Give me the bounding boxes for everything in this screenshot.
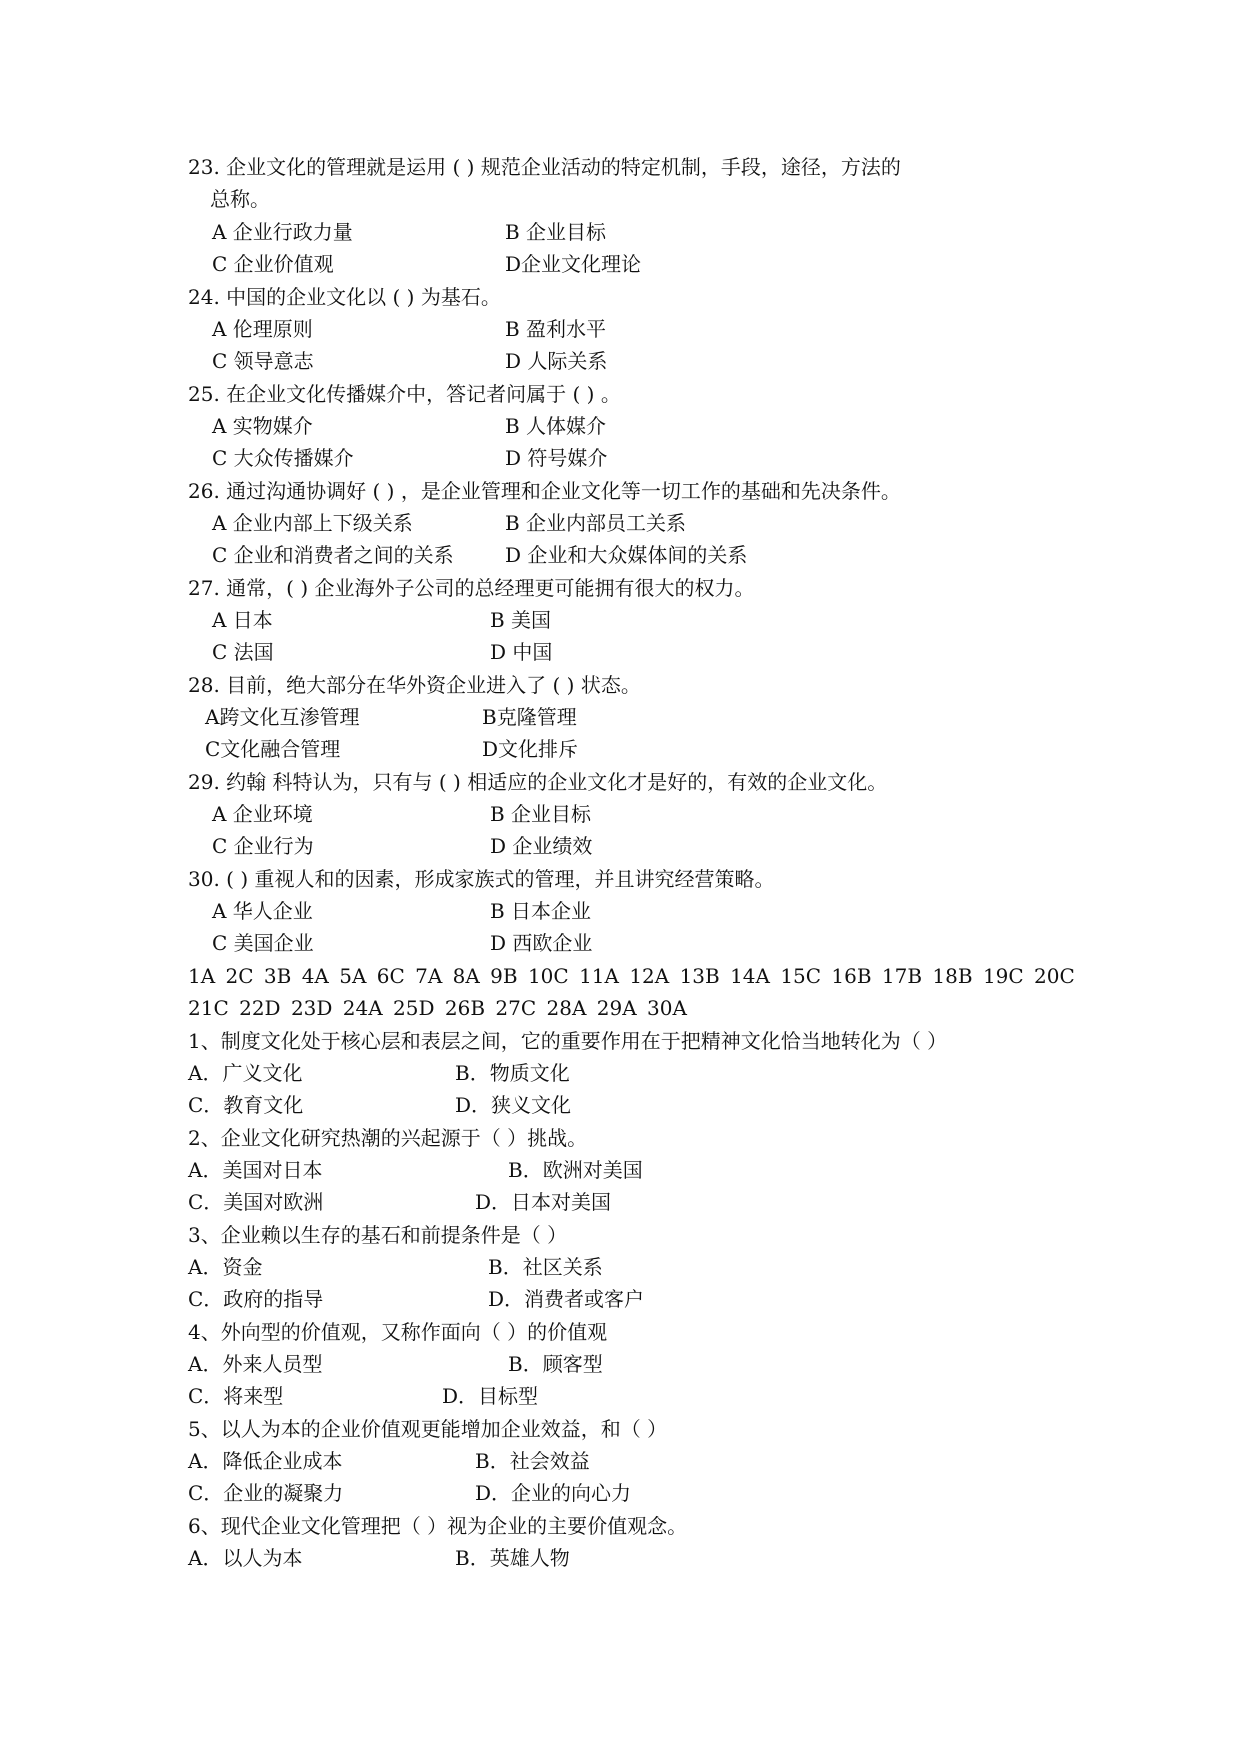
question-s2-2-stem: 2、企业文化研究热潮的兴起源于（ ）挑战。	[188, 1126, 588, 1150]
question-s2-2-option-a: A．美国对日本	[188, 1158, 323, 1182]
question-30-stem: 30. ( ) 重视人和的因素，形成家族式的管理，并且讲究经营策略。	[188, 867, 775, 891]
question-23-option-a: A 企业行政力量	[212, 220, 353, 244]
question-26-option-d: D 企业和大众媒体间的关系	[505, 543, 748, 567]
question-23-option-d: D企业文化理论	[505, 252, 642, 276]
question-s2-1-option-d: D．狭义文化	[455, 1093, 572, 1117]
question-29-option-a: A 企业环境	[212, 802, 313, 826]
question-s2-3-option-b: B．社区关系	[488, 1255, 603, 1279]
question-26-option-a: A 企业内部上下级关系	[212, 511, 413, 535]
answer-key-line-1: 1A 2C 3B 4A 5A 6C 7A 8A 9B 10C 11A 12A 13B 14A 15C 16B 17B 18B 19C 20C	[188, 964, 1075, 988]
question-25-stem: 25. 在企业文化传播媒介中，答记者问属于 ( ) 。	[188, 382, 621, 406]
question-s2-3-option-d: D．消费者或客户	[488, 1287, 645, 1311]
question-s2-4-option-c: C．将来型	[188, 1384, 284, 1408]
question-29-option-d: D 企业绩效	[490, 834, 593, 858]
question-s2-6-stem: 6、现代企业文化管理把（ ）视为企业的主要价值观念。	[188, 1514, 688, 1538]
question-24-option-a: A 伦理原则	[212, 317, 313, 341]
question-26-option-c: C 企业和消费者之间的关系	[212, 543, 454, 567]
question-24-option-c: C 领导意志	[212, 349, 314, 373]
question-s2-4-stem: 4、外向型的价值观，又称作面向（ ）的价值观	[188, 1320, 608, 1344]
question-26-option-b: B 企业内部员工关系	[505, 511, 687, 535]
question-s2-1-option-b: B．物质文化	[455, 1061, 570, 1085]
question-27-option-d: D 中国	[490, 640, 553, 664]
question-s2-4-option-b: B．顾客型	[508, 1352, 603, 1376]
question-s2-1-stem: 1、制度文化处于核心层和表层之间，它的重要作用在于把精神文化恰当地转化为（ ）	[188, 1029, 948, 1053]
question-s2-6-option-a: A．以人为本	[188, 1546, 303, 1570]
question-s2-4-option-d: D．目标型	[442, 1384, 539, 1408]
question-27-stem: 27. 通常，( ) 企业海外子公司的总经理更可能拥有很大的权力。	[188, 576, 755, 600]
question-s2-4-option-a: A．外来人员型	[188, 1352, 323, 1376]
question-28-stem: 28. 目前，绝大部分在华外资企业进入了 ( ) 状态。	[188, 673, 641, 697]
question-24-stem: 24. 中国的企业文化以 ( ) 为基石。	[188, 285, 501, 309]
question-28-option-d: D文化排斥	[482, 737, 579, 761]
question-27-option-c: C 法国	[212, 640, 274, 664]
answer-key-line-2: 21C 22D 23D 24A 25D 26B 27C 28A 29A 30A	[188, 996, 687, 1020]
question-s2-3-stem: 3、企业赖以生存的基石和前提条件是（ ）	[188, 1223, 568, 1247]
question-28-option-a: A跨文化互渗管理	[205, 705, 360, 729]
question-23-option-c: C 企业价值观	[212, 252, 334, 276]
question-25-option-c: C 大众传播媒介	[212, 446, 354, 470]
question-24-option-d: D 人际关系	[505, 349, 608, 373]
question-23-option-b: B 企业目标	[505, 220, 607, 244]
question-23-stem-continued: 总称。	[210, 187, 270, 211]
question-29-option-b: B 企业目标	[490, 802, 592, 826]
question-s2-5-stem: 5、以人为本的企业价值观更能增加企业效益，和（ ）	[188, 1417, 668, 1441]
question-s2-2-option-d: D．日本对美国	[475, 1190, 612, 1214]
question-s2-5-option-d: D．企业的向心力	[475, 1481, 632, 1505]
question-30-option-a: A 华人企业	[212, 899, 313, 923]
question-s2-5-option-c: C．企业的凝聚力	[188, 1481, 344, 1505]
question-28-option-c: C文化融合管理	[205, 737, 341, 761]
question-29-stem: 29. 约翰 科特认为，只有与 ( ) 相适应的企业文化才是好的，有效的企业文化。	[188, 770, 888, 794]
question-25-option-a: A 实物媒介	[212, 414, 313, 438]
question-26-stem: 26. 通过沟通协调好 ( ) ，是企业管理和企业文化等一切工作的基础和先决条件。	[188, 479, 901, 503]
question-30-option-d: D 西欧企业	[490, 931, 593, 955]
question-s2-2-option-b: B．欧洲对美国	[508, 1158, 643, 1182]
question-s2-1-option-c: C．教育文化	[188, 1093, 304, 1117]
question-s2-5-option-b: B．社会效益	[475, 1449, 590, 1473]
question-s2-6-option-b: B．英雄人物	[455, 1546, 570, 1570]
question-27-option-a: A 日本	[212, 608, 273, 632]
question-25-option-d: D 符号媒介	[505, 446, 608, 470]
question-25-option-b: B 人体媒介	[505, 414, 607, 438]
question-s2-1-option-a: A．广义文化	[188, 1061, 303, 1085]
question-s2-5-option-a: A．降低企业成本	[188, 1449, 343, 1473]
question-29-option-c: C 企业行为	[212, 834, 314, 858]
question-24-option-b: B 盈利水平	[505, 317, 607, 341]
question-23-stem: 23. 企业文化的管理就是运用 ( ) 规范企业活动的特定机制，手段，途径，方法的	[188, 155, 901, 179]
question-s2-2-option-c: C．美国对欧洲	[188, 1190, 324, 1214]
question-28-option-b: B克隆管理	[482, 705, 577, 729]
question-s2-3-option-a: A．资金	[188, 1255, 263, 1279]
question-27-option-b: B 美国	[490, 608, 552, 632]
question-30-option-b: B 日本企业	[490, 899, 592, 923]
question-s2-3-option-c: C．政府的指导	[188, 1287, 324, 1311]
question-30-option-c: C 美国企业	[212, 931, 314, 955]
